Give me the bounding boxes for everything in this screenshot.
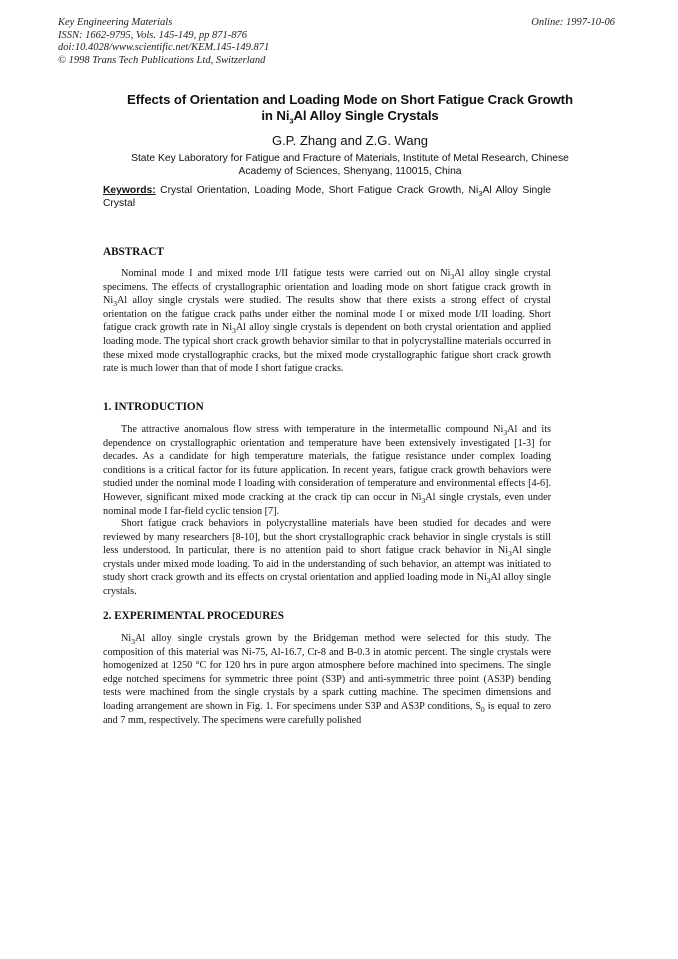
- keywords-label: Keywords:: [103, 185, 156, 196]
- introduction-heading: 1. INTRODUCTION: [103, 401, 204, 413]
- authors: G.P. Zhang and Z.G. Wang: [271, 133, 429, 148]
- affiliation: State Key Laboratory for Fatigue and Fracture of Materials, Institute of Metal Research, Chinese Academy of Sciences, Shenyang, 110015, China: [131, 153, 569, 177]
- doi-line[interactable]: doi:10.4028/www.scientific.net/KEM.145-149.871: [58, 42, 270, 53]
- paper-title: [60, 92, 640, 124]
- abstract-heading: ABSTRACT: [103, 246, 164, 258]
- online-date: Online: 1997-10-06: [531, 17, 615, 28]
- title-line-2: in $Ni_3Al$ Alloy Single Crystals: [261, 108, 439, 126]
- copyright-line: © 1998 Trans Tech Publications Ltd, Switzerland: [58, 54, 266, 66]
- intro-paragraph-2: Short fatigue crack behaviors in polycrystalline materials have been studied for decades and were reviewed by many researchers [8-10], but the short crystallographic crack behavior in single crystals is still less understood. In particular, there is no attention paid to short fatigue crack behavior in $Ni_3Al$ single crystals under mixed mode loading. To aid in the understanding of such behavior, an attempt was initiated to study short crack growth and its effects on crystal orientation and applied loading mode in $Ni_3Al$ alloy single crystals.: [103, 518, 551, 597]
- title-line-1: Effects of Orientation and Loading Mode on Short Fatigue Crack Growth: [127, 92, 573, 107]
- abstract-paragraph: Nominal mode I and mixed mode I/II fatigue tests were carried out on $Ni_3Al$ alloy single crystal specimens. The effects of crystallographic orientation and loading mode on short fatigue crack growth in $Ni_3Al$ alloy single crystals were studied. The results show that there exists a strong effect of crystal orientation on the fatigue crack paths under either the nominal mode I or mixed mode I/II loading. Short fatigue crack growth rate in $Ni_3Al$ alloy single crystals is dependent on both crystal orientation and applied loading mode. The typical short crack growth behavior similar to that in polycrystalline materials occurred in these mixed mode crystallographic cracks, but the mixed mode crystallographic fatigue short crack growth rate is much lower than that of mode I short fatigue cracks.: [103, 268, 552, 375]
- experimental-heading: 2. EXPERIMENTAL PROCEDURES: [103, 610, 284, 622]
- journal-name: Key Engineering Materials: [58, 17, 173, 28]
- keywords: Keywords: Crystal Orientation, Loading Mode, Short Fatigue Crack Growth, $Ni_3Al$ Alloy Single Crystal: [103, 185, 551, 209]
- issn-line: ISSN: 1662-9795, Vols. 145-149, pp 871-876: [58, 29, 247, 41]
- experimental-paragraph: $Ni_3Al$ alloy single crystals grown by the Bridgeman method were selected for this study. The composition of this material was Ni-75, Al-16.7, Cr-8 and B-0.3 in atomic percent. The single crystals were homogenized at 1250 °C for 120 hrs in pure argon atmosphere before machined into specimens. The single edge notched specimens for symmetric three point (S3P) and anti-symmetric three point (AS3P) bending tests were machined from the single crystals by a spark cutting machine. The specimen dimensions and loading arrangement are shown in Fig. 1. For specimens under S3P and AS3P conditions, $S_0$ is equal to zero and 7 mm, respectively. The specimens were carefully polished: [103, 633, 552, 726]
- publication-info: [58, 17, 269, 67]
- intro-paragraph-1: The attractive anomalous flow stress with temperature in the intermetallic compound $Ni_3Al$ and its dependence on crystallographic orientation and temperature have been extensively investigated [1-3] for decades. As a candidate for high temperature materials, the fatigue resistance under complex loading conditions is a critical factor for its future application. In recent years, fatigue crack growth behaviors were studied under the nominal mode I loading with consideration of temperature and environmental effects [4-6]. However, significant mixed mode cracking at the crack tip can occur in $Ni_3Al$ single crystals, even under nominal mode I far-field cyclic tension [7].: [103, 424, 551, 517]
